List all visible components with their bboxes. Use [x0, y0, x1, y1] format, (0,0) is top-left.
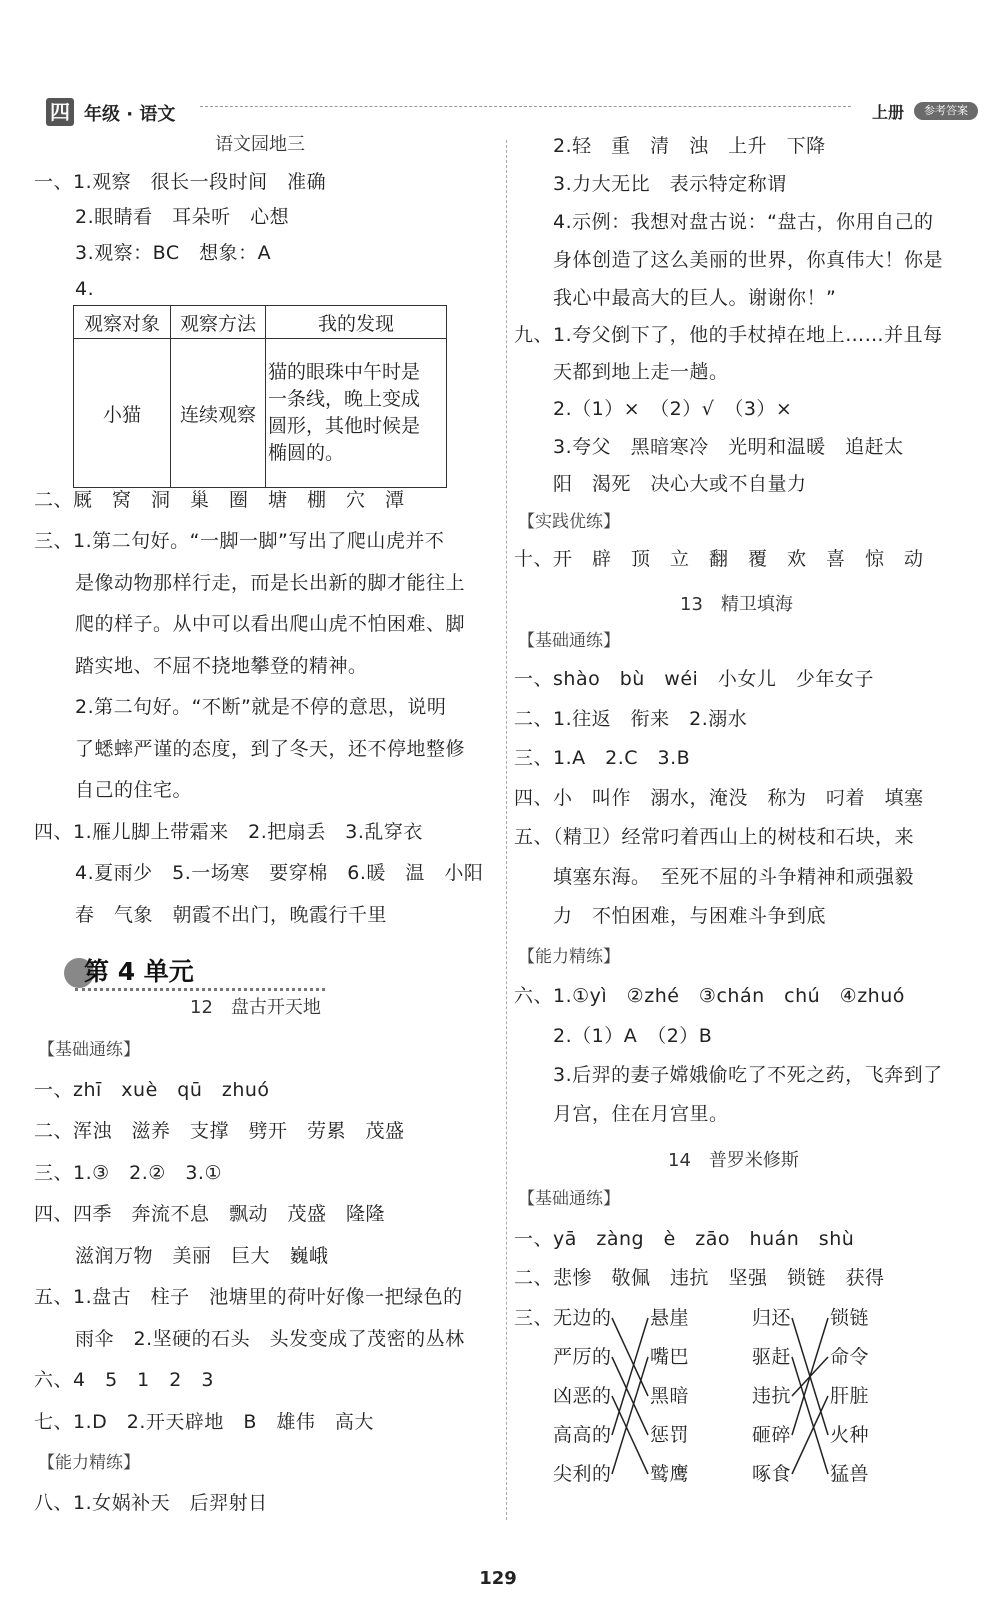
match-line [612, 1396, 648, 1474]
answer-line: 身体创造了这么美丽的世界，你真伟大！你是 [553, 249, 944, 271]
answer-line: 4.示例：我想对盘古说：“盘古，你用自己的 [553, 211, 934, 233]
finding-line: 椭圆的。 [268, 442, 345, 464]
match-word: 命令 [830, 1346, 870, 1368]
lesson-title: 14 普罗米修斯 [668, 1150, 799, 1171]
answer-line: 2.（1）× （2）√ （3）× [553, 398, 793, 420]
answer-line: 自己的住宅。 [75, 779, 193, 801]
answer-line: 一、yā zàng è zāo huán shù [514, 1228, 855, 1250]
answer-line: 春 气象 朝霞不出门，晚霞行千里 [75, 904, 388, 926]
finding-line: 一条线，晚上变成 [268, 388, 421, 410]
match-word: 严厉的 [553, 1346, 612, 1368]
answer-line: 一、zhī xuè qū zhuó [34, 1079, 270, 1101]
match-word: 惩罚 [650, 1424, 690, 1446]
answer-line: 2.第二句好。“不断”就是不停的意思，说明 [75, 696, 447, 718]
match-line [612, 1318, 648, 1396]
answer-line: 2.（1）A （2）B [553, 1025, 713, 1047]
answer-line: 3.后羿的妻子嫦娥偷吃了不死之药，飞奔到了 [553, 1064, 943, 1086]
match-word: 猛兽 [830, 1463, 870, 1485]
table-cell: 连续观察 [171, 339, 266, 488]
match-word: 嘴巴 [650, 1346, 690, 1368]
lesson-title: 13 精卫填海 [680, 594, 793, 615]
answer-line: 力 不怕困难，与困难斗争到底 [553, 905, 827, 927]
answer-line: 一、1.观察 很长一段时间 准确 [34, 171, 327, 193]
answer-line: 月宫，住在月宫里。 [553, 1103, 729, 1125]
answer-line: 四、1.雁儿脚上带霜来 2.把扇丢 3.乱穿衣 [34, 821, 423, 843]
match-word: 驱赶 [752, 1346, 792, 1368]
answer-line: 填塞东海。 至死不屈的斗争精神和顽强毅 [553, 866, 915, 888]
answer-line: 一、shào bù wéi 小女儿 少年女子 [514, 668, 874, 690]
answer-line: 爬的样子。从中可以看出爬山虎不怕困难、脚 [75, 613, 466, 635]
match-prefix: 三、 [514, 1307, 554, 1329]
answer-line: 九、1.夸父倒下了，他的手杖掉在地上……并且每 [514, 324, 943, 346]
answer-line: 七、1.D 2.开天辟地 B 雄伟 高大 [34, 1411, 374, 1433]
match-word: 凶恶的 [553, 1385, 612, 1407]
answer-line: 了蟋蟀严谨的态度，到了冬天，还不停地整修 [75, 738, 466, 760]
answer-line: 2.眼睛看 耳朵听 心想 [75, 206, 290, 228]
table-header: 观察对象 [74, 306, 171, 339]
match-word: 啄食 [752, 1463, 792, 1485]
answer-line: 十、开 辟 顶 立 翻 覆 欢 喜 惊 动 [514, 548, 924, 570]
answer-line: 三、1.第二句好。“一脚一脚”写出了爬山虎并不 [34, 530, 445, 552]
section-tag: 【实践优练】 [518, 512, 620, 532]
volume-label: 上册 [872, 103, 905, 122]
answer-line: 阳 渴死 决心大或不自量力 [553, 473, 807, 495]
section-tag: 【基础通练】 [518, 1189, 620, 1209]
answer-line: 3.力大无比 表示特定称谓 [553, 173, 787, 195]
match-line [612, 1357, 648, 1435]
answer-line: 四、小 叫作 溺水，淹没 称为 叼着 填塞 [514, 787, 924, 809]
answer-line: 六、4 5 1 2 3 [34, 1369, 214, 1391]
section-tag: 【能力精练】 [38, 1453, 140, 1473]
answer-line: 五、（精卫）经常叼着西山上的树枝和石块，来 [514, 826, 915, 848]
unit-title: 第 4 单元 [84, 957, 194, 986]
answer-line: 踏实地、不屈不挠地攀登的精神。 [75, 655, 368, 677]
match-word: 高高的 [553, 1424, 612, 1446]
table-header: 观察方法 [171, 306, 266, 339]
answer-line: 4. [75, 278, 95, 300]
answer-line: 天都到地上走一趟。 [553, 361, 729, 383]
answer-line: 二、1.往返 衔来 2.溺水 [514, 708, 748, 730]
match-word: 归还 [752, 1307, 792, 1329]
section-tag: 【基础通练】 [38, 1040, 140, 1060]
answer-line: 雨伞 2.坚硬的石头 头发变成了茂密的丛林 [75, 1328, 465, 1350]
match-word: 鹫鹰 [650, 1463, 690, 1485]
match-word: 砸碎 [752, 1424, 792, 1446]
section-tag: 【基础通练】 [518, 631, 620, 651]
match-word: 锁链 [830, 1307, 870, 1329]
finding-line: 圆形，其他时候是 [268, 415, 421, 437]
answer-line: 二、悲惨 敬佩 违抗 坚强 锁链 获得 [514, 1267, 885, 1289]
grade-subject: 年级 · 语文 [84, 104, 176, 125]
lesson-title: 12 盘古开天地 [190, 997, 321, 1018]
match-word: 尖利的 [553, 1463, 612, 1485]
answer-line: 五、1.盘古 柱子 池塘里的荷叶好像一把绿色的 [34, 1286, 463, 1308]
match-word: 黑暗 [650, 1385, 690, 1407]
answer-line: 3.观察：BC 想象：A [75, 242, 272, 264]
finding-line: 猫的眼珠中午时是 [268, 361, 421, 383]
grade-badge: 四 [46, 98, 74, 126]
table-header: 我的发现 [266, 306, 447, 339]
match-word: 肝脏 [830, 1385, 870, 1407]
section-title: 语文园地三 [215, 134, 305, 155]
answer-line: 三、1.A 2.C 3.B [514, 747, 691, 769]
match-word: 火种 [830, 1424, 870, 1446]
answer-line: 我心中最高大的巨人。谢谢你！” [553, 287, 837, 309]
answer-line: 4.夏雨少 5.一场寒 要穿棉 6.暖 温 小阳 [75, 862, 484, 884]
answer-line: 滋润万物 美丽 巨大 巍峨 [75, 1245, 329, 1267]
match-word: 违抗 [752, 1385, 792, 1407]
match-word: 无边的 [553, 1307, 612, 1329]
answer-line: 六、1.①yì ②zhé ③chán chú ④zhuó [514, 985, 905, 1007]
answer-line: 2.轻 重 清 浊 上升 下降 [553, 135, 826, 157]
answer-badge: 参考答案 [914, 102, 978, 120]
answer-line: 八、1.女娲补天 后羿射日 [34, 1492, 268, 1514]
answer-line: 四、四季 奔流不息 飘动 茂盛 隆隆 [34, 1203, 386, 1225]
answer-line: 是像动物那样行走，而是长出新的脚才能往上 [75, 572, 466, 594]
match-line [792, 1396, 828, 1474]
answer-line: 3.夸父 黑暗寒冷 光明和温暖 追赶太 [553, 436, 904, 458]
answer-line: 三、1.③ 2.② 3.① [34, 1162, 222, 1184]
match-word: 悬崖 [650, 1307, 690, 1329]
page-number: 129 [479, 1568, 517, 1589]
section-tag: 【能力精练】 [518, 947, 620, 967]
answer-line: 二、浑浊 滋养 支撑 劈开 劳累 茂盛 [34, 1120, 405, 1142]
answer-line: 二、厩 窝 洞 巢 圈 塘 棚 穴 潭 [34, 489, 405, 511]
table-cell: 小猫 [74, 339, 171, 488]
